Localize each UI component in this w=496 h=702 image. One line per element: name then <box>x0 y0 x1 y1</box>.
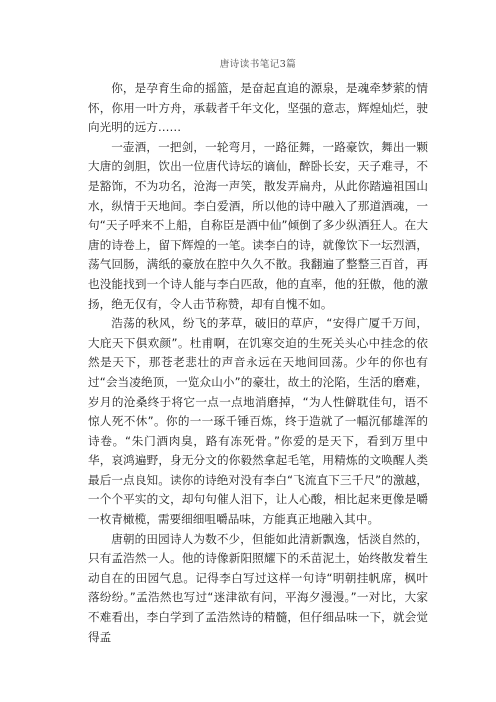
document-title: 唐诗读书笔记3篇 <box>219 59 297 70</box>
paragraph: 浩荡的秋风，纷飞的茅草，破旧的草庐，“安得广厦千万间，大庇天下俱欢颜”。杜甫啊，在饥寒交迫的生死关头心中挂念的依然是天下，那苍老悲壮的声音永远在天地间回荡。少年的你也有过“会当凌绝顶，一览众山小”的豪壮，故土的沦陷，生活的磨难，岁月的沧桑终于将它一点一点地消磨掉，“为人性僻耽佳句，语不惊人死不休”。你的一一琢千锤百炼，终于造就了一幅沉郁雄浑的诗卷。“朱门酒肉臭，路有冻死骨。”你爱的是天下，看到万里中华，哀鸿遍野，身无分文的你毅然拿起毛笔，用精炼的文唤醒人类最后一点良知。读你的诗绝对没有李白“飞流直下三千尺”的激越，一个个平实的文，却句句催人泪下，让人心酸，相比起来更像是嚼一枚青橄榄，需要细细咀嚼品味，方能真正地融入其中。 <box>88 316 428 527</box>
paragraph: 一壶酒，一把剑，一轮弯月，一路征舞，一路豪饮，舞出一颗大唐的剑胆，饮出一位唐代诗坛的谪仙，醉卧长安，天子难寻，不是豁饰，不为功名，沧海一声笑，散发弄扁舟，从此你踏遍祖国山水，纵情于天地间。李白爱酒，所以他的诗中融入了那道酒魂，一句“天子呼来不上船，自称臣是酒中仙”倾倒了多少纵酒狂人。在大唐的诗卷上，留下辉煌的一笔。读李白的诗，就像饮下一坛烈酒，荡气回肠，满纸的豪放在腔中久久不散。我翻遍了整整三百首，再也没能找到一个诗人能与李白匹敌，他的直率，他的狂傲，他的激扬，绝无仅有，令人击节称赞，却有自愧不如。 <box>88 139 428 311</box>
paragraph: 唐朝的田园诗人为数不少，但能如此清新飘逸，恬淡自然的，只有孟浩然一人。他的诗像新阳照耀下的禾苗泥土，始终散发着生动自在的田园气息。记得李白写过这样一句诗“明朝挂帆席，枫叶落纷纷。”孟浩然也写过“迷津欲有问，平海夕漫漫。”一对比，大家不难看出，李白学到了孟浩然诗的精髓，但仔细品味一下，就会觉得孟 <box>88 531 428 644</box>
paragraph: 你，是孕育生命的摇篮，是奋起直追的源泉，是魂牵梦萦的情怀，你用一叶方舟，承载者千年文化，坚强的意志，辉煌灿烂，驶向光明的远方…… <box>88 81 428 135</box>
